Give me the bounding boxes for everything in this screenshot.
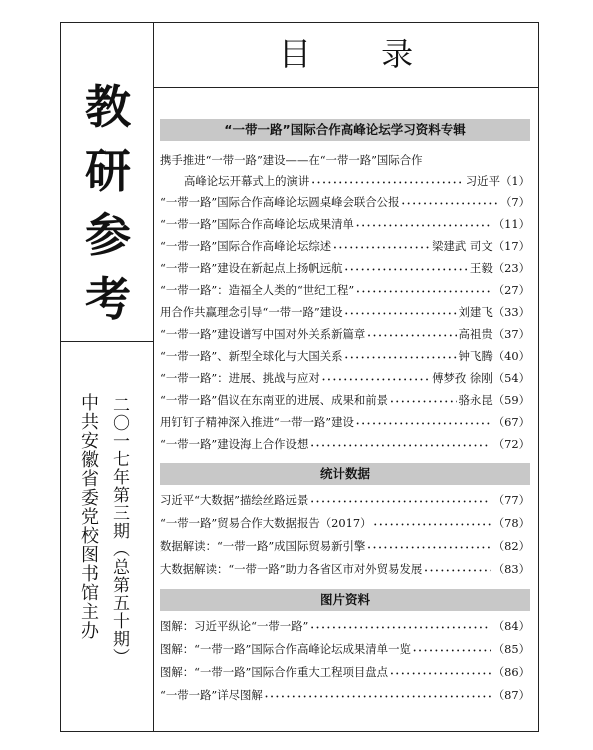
leader-dots — [322, 371, 430, 388]
entry-title: 携手推进“一带一路”建设——在“一带一路”国际合作 — [160, 153, 423, 167]
toc-entry[interactable] — [160, 371, 530, 388]
toc-entry[interactable] — [160, 539, 530, 556]
title-char: 参 — [85, 208, 131, 262]
toc-entry[interactable] — [160, 239, 530, 256]
toc-entry[interactable] — [160, 437, 530, 454]
section-heading: 图片资料 — [160, 589, 530, 611]
leader-dots — [367, 327, 456, 344]
toc-entry[interactable] — [160, 261, 530, 278]
leader-dots — [311, 174, 463, 191]
leader-dots — [356, 415, 491, 432]
entry-author: 傅梦孜 徐刚 — [432, 371, 493, 385]
entry-author: 骆永昆 — [458, 393, 493, 407]
leader-dots — [390, 393, 456, 410]
entry-page: （77） — [492, 493, 530, 507]
entry-page: （83） — [492, 562, 530, 576]
toc-entry[interactable] — [160, 642, 530, 659]
leader-dots — [310, 437, 490, 454]
toc-entry[interactable] — [160, 217, 530, 234]
issue-number: 二〇一七年第三期（总第五十期） — [109, 396, 129, 666]
leader-dots — [356, 283, 491, 300]
entry-title: 数据解读：“一带一路”成国际贸易新引擎 — [160, 539, 366, 553]
left-column — [61, 23, 154, 731]
entry-title: “一带一路”建设谱写中国对外关系新篇章 — [160, 327, 366, 341]
leader-dots — [310, 493, 490, 510]
entry-page: （11） — [492, 217, 530, 231]
entry-title: “一带一路”国际合作高峰论坛圆桌峰会联合公报 — [160, 195, 400, 209]
entry-title: 用钉钉子精神深入推进“一带一路”建设 — [160, 415, 354, 429]
entry-title: “一带一路”国际合作高峰论坛成果清单 — [160, 217, 354, 231]
toc-entry[interactable] — [160, 153, 530, 167]
entry-page: （67） — [492, 415, 530, 429]
entry-page: （54） — [492, 371, 530, 385]
leader-dots — [424, 562, 490, 579]
leader-dots — [310, 619, 490, 636]
section-heading: “一带一路”国际合作高峰论坛学习资料专辑 — [160, 119, 530, 141]
leader-dots — [356, 217, 491, 234]
entry-title: 高峰论坛开幕式上的演讲 — [184, 174, 310, 188]
entry-title: 图解：“一带一路”国际合作重大工程项目盘点 — [160, 665, 389, 679]
toc-entry[interactable] — [160, 305, 530, 322]
entry-author: 王毅 — [469, 261, 493, 275]
toc-title: 目 录 — [278, 35, 444, 73]
entry-title: 用合作共赢理念引导“一带一路”建设 — [160, 305, 343, 319]
toc-entry[interactable] — [160, 349, 530, 366]
entry-page: （7） — [499, 195, 530, 209]
entry-title: “一带一路”倡议在东南亚的进展、成果和前景 — [160, 393, 389, 407]
title-char: 研 — [85, 144, 131, 198]
entry-page: （84） — [492, 619, 530, 633]
toc-entry[interactable] — [160, 516, 530, 533]
entry-author: 钟飞腾 — [458, 349, 493, 363]
toc-entry[interactable] — [160, 665, 530, 682]
entry-author: 习近平 — [465, 174, 500, 188]
entry-page: （37） — [492, 327, 530, 341]
entry-page: （85） — [492, 642, 530, 656]
toc-entry[interactable] — [184, 174, 530, 191]
entry-page: （59） — [492, 393, 530, 407]
leader-dots — [345, 261, 468, 278]
entry-title: “一带一路”详尽图解 — [160, 688, 263, 702]
entry-page: （23） — [492, 261, 530, 275]
entry-title: 图解：“一带一路”国际合作高峰论坛成果清单一览 — [160, 642, 411, 656]
entry-page: （86） — [492, 665, 530, 679]
section-heading: 统计数据 — [160, 463, 530, 485]
title-char: 考 — [85, 272, 131, 326]
leader-dots — [265, 688, 491, 705]
toc-entry[interactable] — [160, 195, 530, 212]
entry-author: 高祖贵 — [458, 327, 493, 341]
entry-title: “一带一路”贸易合作大数据报告（2017） — [160, 516, 372, 530]
leader-dots — [345, 305, 457, 322]
leader-dots — [413, 642, 491, 659]
table-of-contents — [154, 23, 538, 731]
entry-page: （27） — [492, 283, 530, 297]
entry-title: “一带一路”国际合作高峰论坛综述 — [160, 239, 332, 253]
entry-page: （1） — [499, 174, 530, 188]
entry-page: （78） — [492, 516, 530, 530]
toc-entry[interactable] — [160, 562, 530, 579]
leader-dots — [345, 349, 457, 366]
magazine-title — [69, 75, 147, 331]
publisher: 中共安徽省委党校图书馆主办 — [78, 393, 99, 640]
leader-dots — [390, 665, 491, 682]
entry-title: 图解：习近平纵论“一带一路” — [160, 619, 309, 633]
toc-entry[interactable] — [160, 493, 530, 510]
entry-title: “一带一路”：造福全人类的“世纪工程” — [160, 283, 355, 297]
entry-title: “一带一路”建设海上合作设想 — [160, 437, 309, 451]
title-char: 教 — [85, 80, 131, 134]
entry-page: （72） — [492, 437, 530, 451]
toc-entry[interactable] — [160, 327, 530, 344]
leader-dots — [333, 239, 430, 256]
cover-page — [60, 22, 539, 732]
entry-page: （33） — [492, 305, 530, 319]
toc-entry[interactable] — [160, 283, 530, 300]
divider — [61, 341, 154, 342]
entry-title: “一带一路”、新型全球化与大国关系 — [160, 349, 343, 363]
toc-entry[interactable] — [160, 415, 530, 432]
toc-entry[interactable] — [160, 688, 530, 705]
toc-entry[interactable] — [160, 619, 530, 636]
entry-title: 大数据解读：“一带一路”助力各省区市对外贸易发展 — [160, 562, 423, 576]
entry-title: “一带一路”：进展、挑战与应对 — [160, 371, 320, 385]
leader-dots — [367, 539, 490, 556]
entry-page: （40） — [492, 349, 530, 363]
entry-author: 刘建飞 — [458, 305, 493, 319]
entry-page: （17） — [492, 239, 530, 253]
leader-dots — [401, 195, 498, 212]
entry-title: 习近平“大数据”描绘丝路远景 — [160, 493, 309, 507]
entry-page: （87） — [492, 688, 530, 702]
toc-entry[interactable] — [160, 393, 530, 410]
entry-title: “一带一路”建设在新起点上扬帆远航 — [160, 261, 343, 275]
divider — [154, 87, 538, 88]
entry-author: 梁建武 司文 — [432, 239, 493, 253]
leader-dots — [374, 516, 491, 533]
entry-page: （82） — [492, 539, 530, 553]
